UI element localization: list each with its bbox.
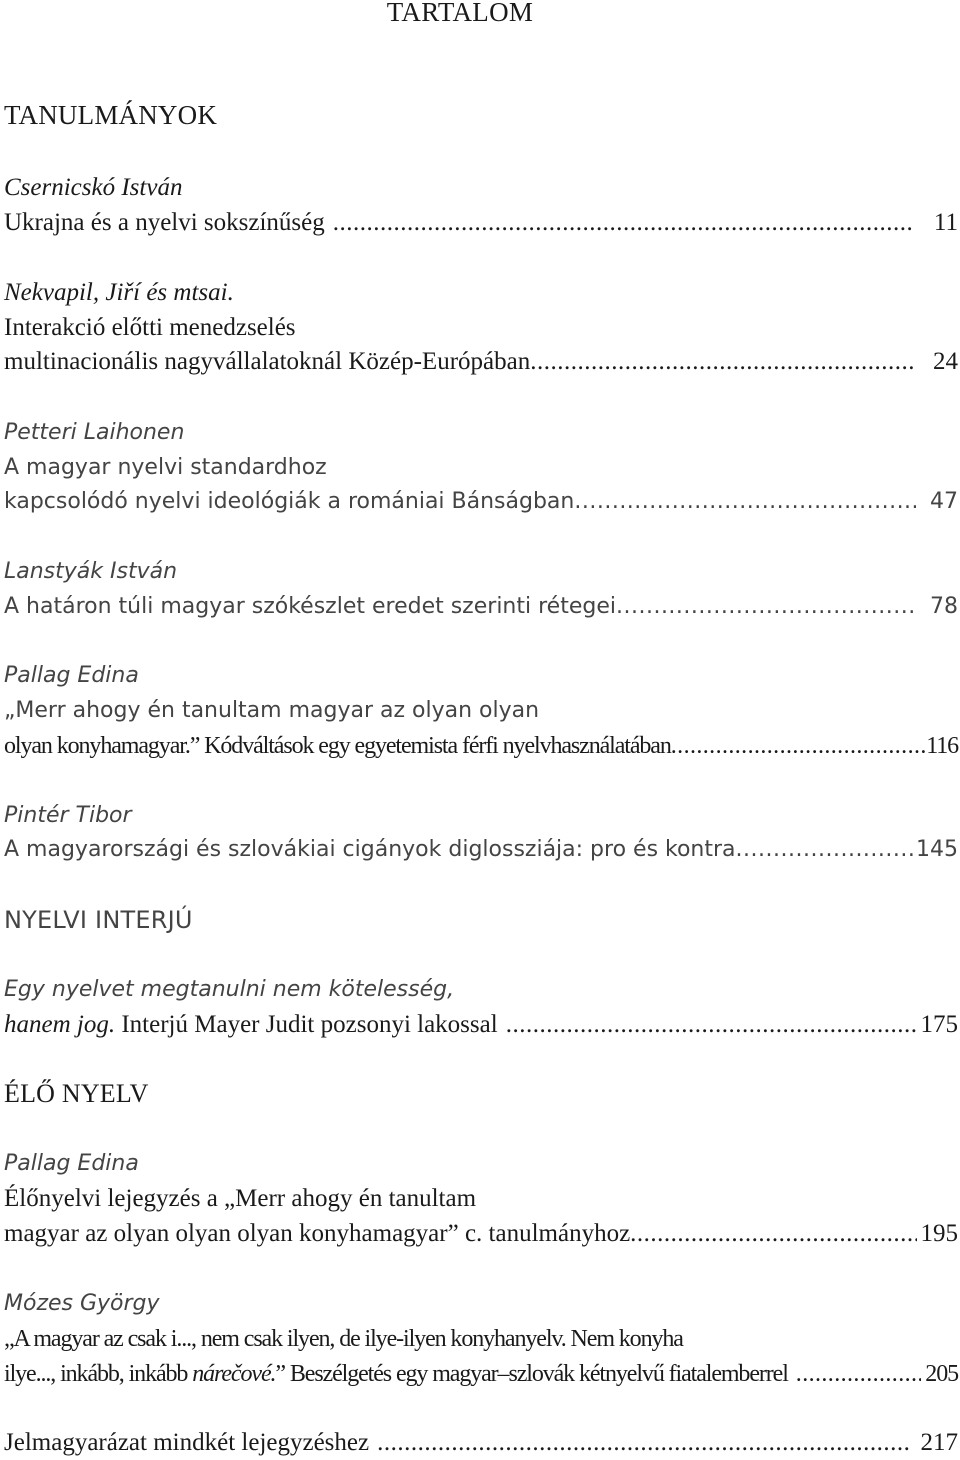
page-number: 116 (926, 733, 958, 759)
toc-entry-line (4, 345, 958, 379)
entry-title: magyar az olyan olyan olyan konyhamagyar” c. tanulmányhoz (4, 1220, 631, 1247)
entry-title: A magyar nyelvi standardhoz (4, 455, 327, 480)
entry-title: „Merr ahogy én tanultam magyar az olyan olyan (4, 698, 540, 723)
page-number: 195 (920, 1220, 958, 1247)
leader-dots (671, 729, 926, 763)
toc-entry-line (4, 1357, 958, 1391)
section-heading-tanulmanyok: TANULMÁNYOK (4, 100, 218, 130)
page-number: 24 (933, 348, 958, 375)
toc-entry-line (4, 590, 958, 624)
toc-entry-line (4, 833, 958, 867)
page-title: TARTALOM (386, 0, 534, 27)
entry-title: ilye..., inkább, inkább (4, 1361, 193, 1387)
entry-title: Élőnyelvi lejegyzés a „Merr ahogy én tanultam (4, 1185, 477, 1212)
leader-dots (506, 1008, 917, 1042)
entry-author: Pallag Edina (4, 1151, 139, 1176)
entry-title: multinacionális nagyvállalatoknál Közép-Európában (4, 348, 531, 375)
entry-title-italic: hanem jog. (4, 1011, 116, 1038)
entry-title: ” Beszélgetés egy magyar–szlovák kétnyelvű fiatalemberrel (275, 1361, 788, 1387)
toc-entry-line (4, 206, 958, 240)
leader-dots (630, 1217, 916, 1251)
entry-author: Mózes György (4, 1291, 160, 1316)
leader-dots (377, 1426, 910, 1460)
page-number: 175 (920, 1011, 958, 1038)
entry-title: A határon túli magyar szókészlet eredet szerinti rétegei (4, 594, 616, 619)
page-number: 205 (925, 1361, 958, 1387)
entry-title: olyan konyhamagyar.” Kódváltások egy egyetemista férfi nyelvhasználatában (4, 733, 671, 759)
entry-author: Lanstyák István (4, 559, 178, 584)
page-number: 47 (930, 489, 958, 514)
page-number: 11 (933, 209, 958, 236)
page-number: 78 (930, 594, 958, 619)
section-heading-nyelvi-interju: NYELVI INTERJÚ (4, 906, 193, 934)
entry-title: Interakció előtti menedzselés (4, 314, 296, 341)
toc-entry-line (4, 729, 958, 763)
entry-author: Pallag Edina (4, 663, 139, 688)
toc-entry-line (4, 1008, 958, 1042)
leader-dots (616, 590, 916, 624)
leader-dots (574, 485, 916, 519)
leader-dots (333, 206, 912, 240)
page-number: 217 (920, 1429, 958, 1456)
page-number: 145 (916, 837, 958, 862)
toc-entry-line (4, 1426, 958, 1460)
entry-title: kapcsolódó nyelvi ideológiák a romániai Bánságban (4, 489, 575, 514)
entry-title: Interjú Mayer Judit pozsonyi lakossal (115, 1011, 498, 1038)
leader-dots (736, 833, 914, 867)
leader-dots (530, 345, 915, 379)
toc-entry-line (4, 1217, 958, 1251)
entry-title: „A magyar az csak i..., nem csak ilyen, de ilye-ilyen konyhanyelv. Nem konyha (4, 1326, 683, 1352)
toc-entry-line (4, 485, 958, 519)
entry-title-italic: nárečové. (192, 1361, 276, 1387)
entry-title: Jelmagyarázat mindkét lejegyzéshez (4, 1429, 370, 1456)
entry-title: Ukrajna és a nyelvi sokszínűség (4, 209, 325, 236)
entry-title: A magyarországi és szlovákiai cigányok diglossziája: pro és kontra (4, 837, 736, 862)
entry-title-italic: Egy nyelvet megtanulni nem kötelesség, (4, 977, 455, 1002)
section-heading-elo-nyelv: ÉLŐ NYELV (4, 1079, 149, 1108)
leader-dots (796, 1357, 922, 1391)
entry-author: Petteri Laihonen (4, 420, 185, 445)
entry-author: Nekvapil, Jiří és mtsai. (4, 279, 234, 306)
entry-author: Pintér Tibor (4, 803, 132, 828)
entry-author: Csernicskó István (4, 174, 183, 201)
